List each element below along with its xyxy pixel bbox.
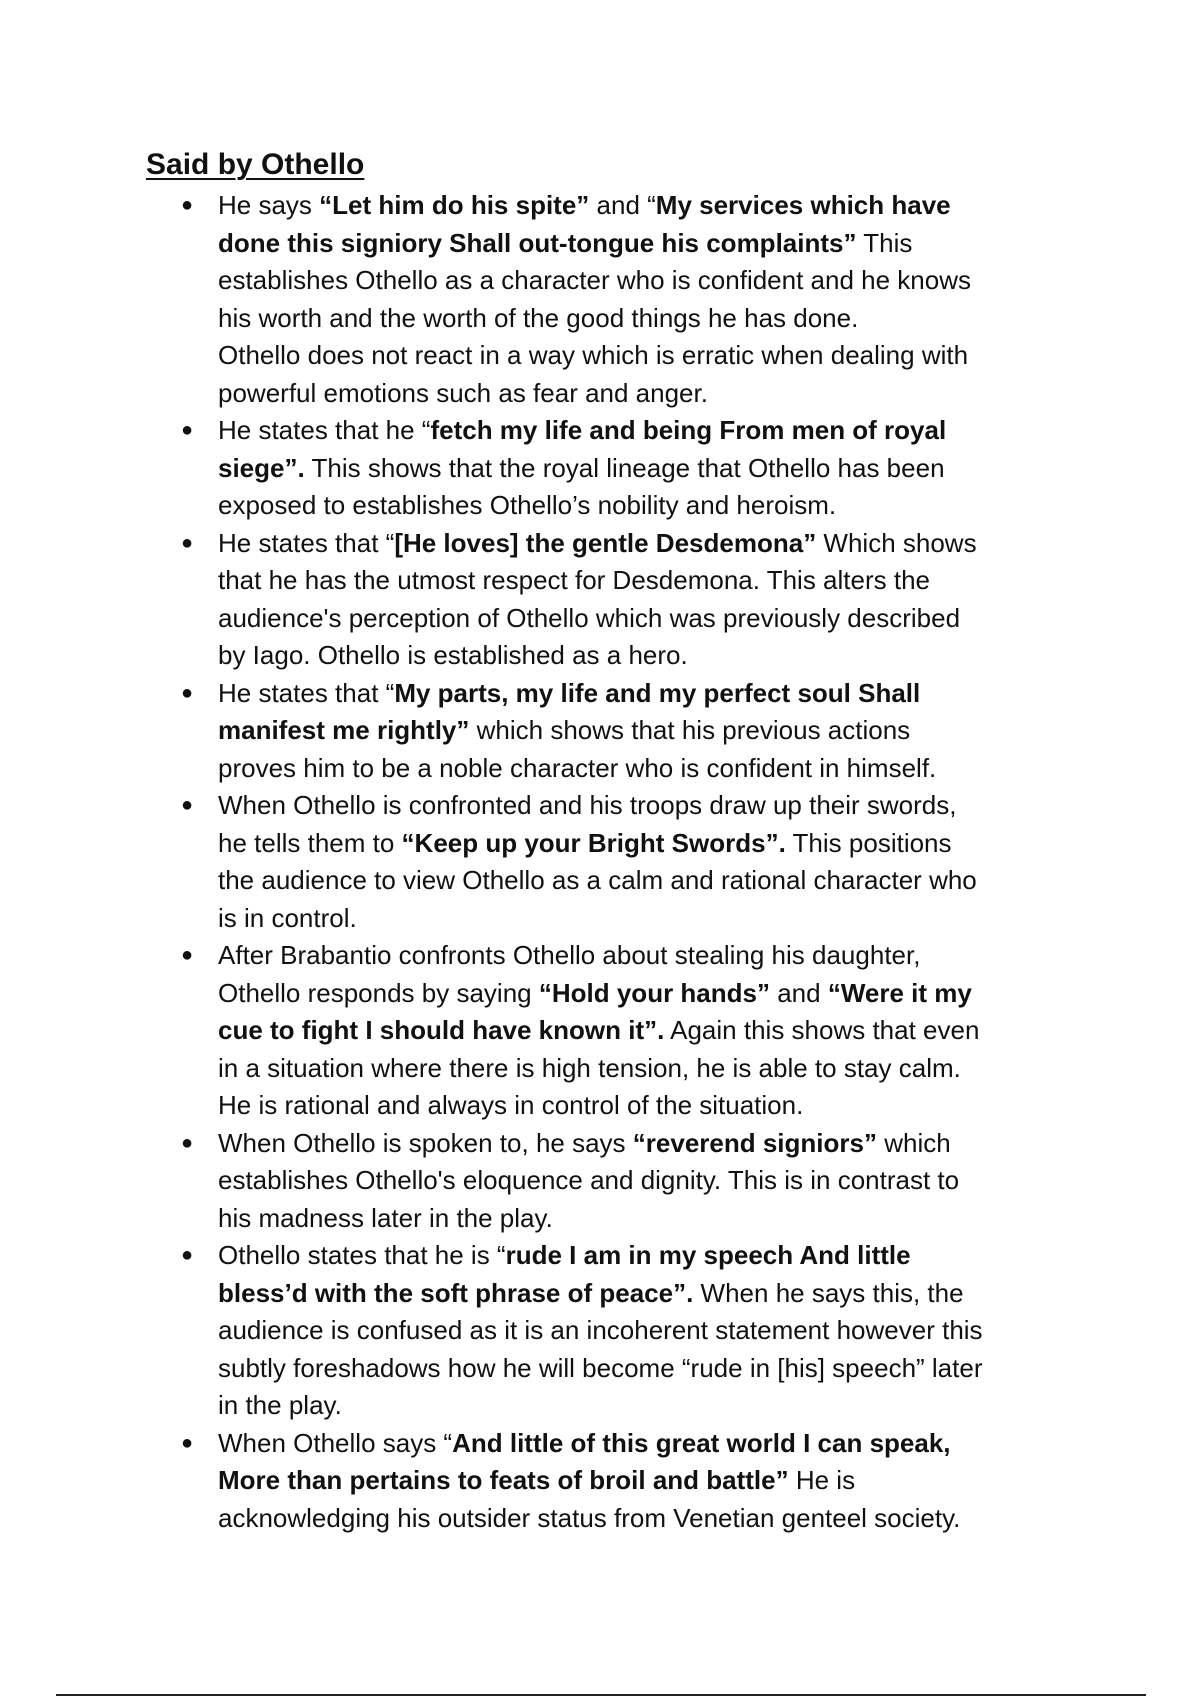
body-text: powerful emotions such as fear and anger.: [218, 377, 708, 408]
bullet-dot-icon: ●: [181, 531, 194, 554]
body-text: the audience to view Othello as a calm and rational character who: [218, 865, 977, 895]
body-text: proves him to be a noble character who is confident in himself.: [218, 752, 937, 783]
body-text: When Othello says “: [218, 1427, 453, 1458]
text-line: [218, 1050, 1076, 1088]
quote-text: [He loves] the gentle Desdemona”: [394, 527, 817, 558]
quote-text: fetch my life and being From men of royal: [430, 415, 947, 445]
body-text: and: [769, 977, 828, 1008]
text-line: [218, 1200, 1076, 1238]
text-line: [218, 1012, 1076, 1050]
quote-text: cue to fight I should have known it”.: [218, 1015, 665, 1045]
body-text: After Brabantio confronts Othello about stealing his daughter,: [218, 940, 921, 970]
text-line: [218, 712, 1076, 750]
quote-text: My services which have: [655, 190, 951, 220]
text-line: [218, 1162, 1076, 1200]
body-text: When Othello is spoken to, he says: [218, 1127, 633, 1158]
bullet-dot-icon: ●: [181, 1131, 194, 1154]
list-item: [181, 1425, 1076, 1538]
text-line: [218, 525, 1076, 563]
text-line: [218, 600, 1076, 638]
text-line: [218, 1500, 1076, 1538]
bullet-dot-icon: ●: [181, 794, 194, 816]
text-line: [218, 375, 1076, 413]
text-line: [218, 1087, 1076, 1125]
section-heading: Said by Othello: [146, 148, 365, 181]
quote-text: siege”.: [218, 452, 305, 483]
text-line: [218, 1462, 1076, 1500]
list-item: [181, 187, 1076, 412]
text-line: [218, 750, 1076, 788]
text-line: [218, 637, 1076, 675]
bullet-dot-icon: ●: [181, 1244, 194, 1266]
body-text: audience's perception of Othello which was previously described: [218, 602, 961, 633]
body-text: He says: [218, 190, 320, 220]
body-text: which: [876, 1127, 951, 1158]
body-text: that he has the utmost respect for Desdemona. This alters the: [218, 565, 931, 595]
text-line: [218, 450, 1076, 488]
text-line: [218, 1275, 1076, 1313]
text-line: [218, 262, 1076, 300]
body-text: Which shows: [816, 527, 977, 558]
list-item: [181, 937, 1076, 1125]
bullet-dot-icon: ●: [181, 681, 194, 704]
text-line: [218, 862, 1076, 900]
body-text: Othello responds by saying: [218, 977, 539, 1008]
quote-text: “Keep up your Bright Swords”.: [401, 827, 786, 858]
quote-text: bless’d with the soft phrase of peace”.: [218, 1277, 694, 1308]
text-line: [218, 975, 1076, 1013]
list-item: [181, 1237, 1076, 1425]
body-text: He is rational and always in control of the situation.: [218, 1090, 804, 1120]
list-item: [181, 412, 1076, 525]
body-text: by Iago. Othello is established as a hero.: [218, 640, 688, 670]
body-text: He is: [788, 1465, 856, 1495]
body-text: and “: [589, 190, 656, 220]
body-text: in the play.: [218, 1390, 342, 1420]
document-page: [146, 143, 1076, 1537]
body-text: audience is confused as it is an incoherent statement however this: [218, 1315, 983, 1345]
body-text: Othello does not react in a way which is erratic when dealing with: [218, 340, 969, 370]
bullet-dot-icon: ●: [181, 194, 194, 216]
text-line: [218, 1425, 1076, 1463]
text-line: [218, 337, 1076, 375]
quote-text: And little of this great world I can speak,: [452, 1427, 951, 1458]
text-line: [218, 1350, 1076, 1388]
text-line: [218, 225, 1076, 263]
body-text: Othello states that he is “: [218, 1240, 506, 1270]
bullet-dot-icon: ●: [181, 944, 194, 966]
text-line: [218, 1387, 1076, 1425]
text-line: [218, 900, 1076, 938]
body-text: This shows that the royal lineage that Othello has been: [304, 452, 945, 483]
list-item: [181, 787, 1076, 937]
body-text: He states that he “: [218, 415, 431, 445]
quote-text: “Let him do his spite”: [319, 190, 590, 220]
body-text: This: [856, 227, 913, 258]
quote-text: “Were it my: [827, 977, 972, 1008]
body-text: establishes Othello's eloquence and dignity. This is in contrast to: [218, 1165, 960, 1195]
footer-divider: [56, 1694, 1146, 1696]
body-text: This positions: [785, 827, 952, 858]
bullet-list: [146, 187, 1076, 1537]
body-text: subtly foreshadows how he will become “rude in [his] speech” later: [218, 1352, 983, 1383]
text-line: [218, 787, 1076, 825]
body-text: his worth and the worth of the good things he has done.: [218, 302, 859, 333]
text-line: [218, 675, 1076, 713]
list-item: [181, 675, 1076, 788]
body-text: acknowledging his outsider status from Venetian genteel society.: [218, 1502, 961, 1533]
body-text: he tells them to: [218, 827, 402, 858]
text-line: [218, 187, 1076, 225]
body-text: When Othello is confronted and his troops draw up their swords,: [218, 790, 957, 820]
body-text: He states that “: [218, 677, 395, 708]
list-item: [181, 1125, 1076, 1238]
text-line: [218, 300, 1076, 338]
quote-text: done this signiory Shall out-tongue his complaints”: [218, 227, 857, 258]
quote-text: “Hold your hands”: [538, 977, 770, 1008]
list-item: [181, 525, 1076, 675]
text-line: [218, 1125, 1076, 1163]
text-line: [218, 487, 1076, 525]
body-text: establishes Othello as a character who is confident and he knows: [218, 265, 971, 295]
bullet-dot-icon: ●: [181, 419, 194, 441]
quote-text: More than pertains to feats of broil and battle”: [218, 1465, 789, 1495]
bullet-dot-icon: ●: [181, 1431, 194, 1454]
quote-text: manifest me rightly”: [218, 715, 470, 745]
text-line: [218, 412, 1076, 450]
body-text: He states that “: [218, 527, 395, 558]
quote-text: “reverend signiors”: [632, 1127, 877, 1158]
body-text: which shows that his previous actions: [469, 715, 911, 745]
body-text: exposed to establishes Othello’s nobility and heroism.: [218, 490, 837, 520]
text-line: [218, 562, 1076, 600]
body-text: in a situation where there is high tension, he is able to stay calm.: [218, 1052, 961, 1083]
text-line: [218, 825, 1076, 863]
quote-text: rude I am in my speech And little: [505, 1240, 911, 1270]
text-line: [218, 937, 1076, 975]
body-text: is in control.: [218, 902, 357, 933]
quote-text: My parts, my life and my perfect soul Shall: [394, 677, 921, 708]
body-text: Again this shows that even: [664, 1015, 980, 1045]
text-line: [218, 1312, 1076, 1350]
body-text: When he says this, the: [693, 1277, 964, 1308]
body-text: his madness later in the play.: [218, 1202, 553, 1233]
text-line: [218, 1237, 1076, 1275]
